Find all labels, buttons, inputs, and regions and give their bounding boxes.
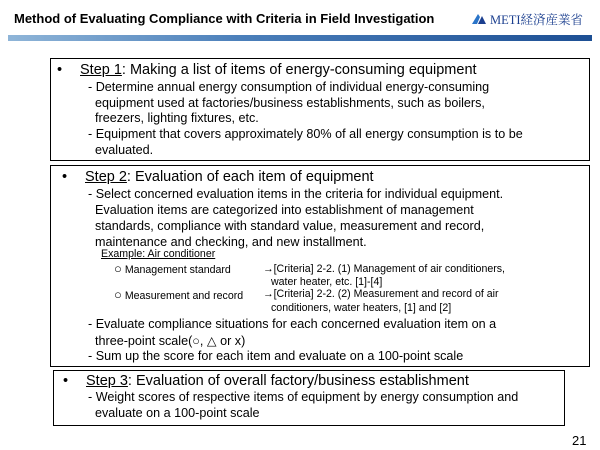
step2-line-6: three-point scale(○, △ or x) — [95, 334, 246, 348]
example-criteria-1b: water heater, etc. [1]-[4] — [271, 276, 383, 288]
step3-heading-text: : Evaluation of overall factory/business establishment — [127, 373, 469, 389]
example-label: Example: Air conditioner — [101, 248, 216, 260]
example-criteria-2a: →[Criteria] 2-2. (2) Measurement and record of air — [263, 288, 499, 300]
example-item-management: Management standard — [124, 264, 231, 276]
example-item-measurement: Measurement and record — [124, 290, 244, 302]
page-title: Method of Evaluating Compliance with Criteria in Field Investigation — [14, 11, 435, 26]
step3-bullet: • — [63, 373, 69, 389]
step1-line-3: freezers, lighting fixtures, etc. — [95, 111, 259, 125]
step2-line-7: - Sum up the score for each item and evaluate on a 100-point scale — [88, 349, 464, 363]
step2-box — [50, 165, 590, 367]
circle-symbol: ○ — [114, 287, 122, 302]
step1-line-1: - Determine annual energy consumption of individual energy-consuming — [88, 80, 490, 94]
step3-box — [53, 370, 565, 426]
step1-line-4: - Equipment that covers approximately 80% of all energy consumption is to be — [88, 127, 523, 141]
step2-number: Step 2 — [85, 169, 127, 185]
example-criteria-1a: →[Criteria] 2-2. (1) Management of air conditioners, — [263, 263, 505, 275]
step3-line-1: - Weight scores of respective items of equipment by energy consumption and — [88, 390, 519, 404]
meti-logo — [471, 10, 583, 28]
step2-line-4: maintenance and checking, and new installment. — [95, 235, 367, 249]
step2-line-5: - Evaluate compliance situations for each concerned evaluation item on a — [88, 317, 497, 331]
step1-number: Step 1 — [80, 62, 122, 78]
step2-line-3: standards, compliance with standard value, measurement and record, — [95, 219, 485, 233]
meti-logo-icon — [471, 11, 487, 27]
logo-text: METI経済産業省 — [490, 13, 584, 27]
example-row-1 — [114, 261, 231, 276]
step2-line-2: Evaluation items are categorized into establishment of management — [95, 203, 474, 217]
step1-line-2: equipment used at factories/business establishments, such as boilers, — [95, 96, 485, 110]
step1-heading-text: : Making a list of items of energy-consuming equipment — [121, 62, 477, 78]
circle-symbol: ○ — [114, 261, 122, 276]
example-criteria-2b: conditioners, water heaters, [1] and [2] — [271, 302, 452, 314]
step3-line-2: evaluate on a 100-point scale — [95, 406, 260, 420]
step2-line-1: - Select concerned evaluation items in the criteria for individual equipment. — [88, 187, 504, 201]
step1-bullet: • — [57, 62, 63, 78]
step1-line-5: evaluated. — [95, 143, 154, 157]
page-number: 21 — [572, 433, 587, 448]
step1-box — [50, 58, 590, 161]
example-row-2 — [114, 287, 243, 302]
header-divider — [8, 35, 592, 41]
step2-heading-text: : Evaluation of each item of equipment — [126, 169, 374, 185]
step3-number: Step 3 — [86, 373, 128, 389]
step2-bullet: • — [62, 169, 68, 185]
